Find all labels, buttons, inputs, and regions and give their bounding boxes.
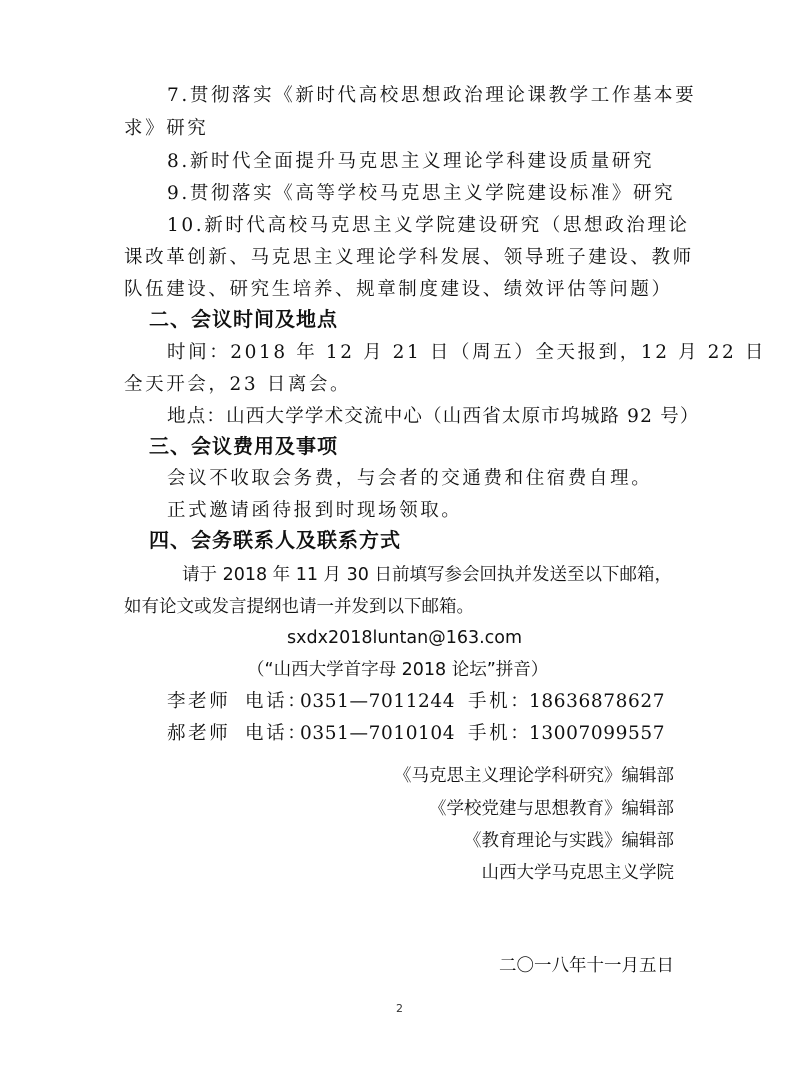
phone-number: 0351—7011244: [300, 691, 456, 712]
mobile-label: 手机：: [468, 723, 532, 744]
page-number: 2: [396, 1002, 403, 1015]
section-2-heading: 二、会议时间及地点: [149, 307, 338, 331]
meeting-time-line-1: 时间：2018 年 12 月 21 日（周五）全天报到，12 月 22 日: [167, 342, 766, 363]
item-10-line-3: 队伍建设、研究生培养、规章制度建设、绩效评估等问题）: [124, 279, 673, 300]
meeting-fee: 会议不收取会务费，与会者的交通费和住宿费自理。: [167, 468, 653, 489]
phone-label: 电话：: [245, 723, 309, 744]
signature-line: 《马克思主义理论学科研究》编辑部: [394, 766, 674, 786]
submission-instruction-line-1: 请于 2018 年 11 月 30 日前填写参会回执并发送至以下邮箱，: [182, 565, 672, 585]
contact-name: 李老师: [167, 691, 231, 712]
document-date: 二〇一八年十一月五日: [499, 956, 674, 976]
signature-line: 山西大学马克思主义学院: [481, 863, 674, 883]
email-note: （“山西大学首字母 2018 论坛”拼音）: [247, 660, 549, 680]
meeting-time-line-2: 全天开会，23 日离会。: [124, 374, 352, 395]
item-10-line-2: 课改革创新、马克思主义理论学科发展、领导班子建设、教师: [124, 247, 694, 268]
mobile-number: 13007099557: [529, 723, 666, 744]
phone-label: 电话：: [245, 691, 309, 712]
contact-email[interactable]: sxdx2018luntan@163.com: [287, 628, 523, 648]
phone-number: 0351—7010104: [300, 723, 456, 744]
item-7-line-1: 7.贯彻落实《新时代高校思想政治理论课教学工作基本要: [167, 85, 697, 106]
invitation-note: 正式邀请函待报到时现场领取。: [167, 500, 463, 521]
meeting-place: 地点：山西大学学术交流中心（山西省太原市坞城路 92 号）: [167, 406, 700, 427]
item-10-line-1: 10.新时代高校马克思主义学院建设研究（思想政治理论: [167, 215, 690, 236]
contact-name: 郝老师: [167, 723, 231, 744]
section-4-heading: 四、会务联系人及联系方式: [149, 528, 401, 552]
mobile-label: 手机：: [468, 691, 532, 712]
submission-instruction-line-2: 如有论文或发言提纲也请一并发到以下邮箱。: [124, 597, 474, 617]
section-3-heading: 三、会议费用及事项: [149, 434, 338, 458]
item-8: 8.新时代全面提升马克思主义理论学科建设质量研究: [167, 151, 655, 172]
signature-line: 《教育理论与实践》编辑部: [464, 831, 674, 851]
item-9: 9.贯彻落实《高等学校马克思主义学院建设标准》研究: [167, 183, 676, 204]
signature-line: 《学校党建与思想教育》编辑部: [429, 799, 674, 819]
item-7-line-2: 求》研究: [124, 118, 209, 139]
mobile-number: 18636878627: [529, 691, 666, 712]
